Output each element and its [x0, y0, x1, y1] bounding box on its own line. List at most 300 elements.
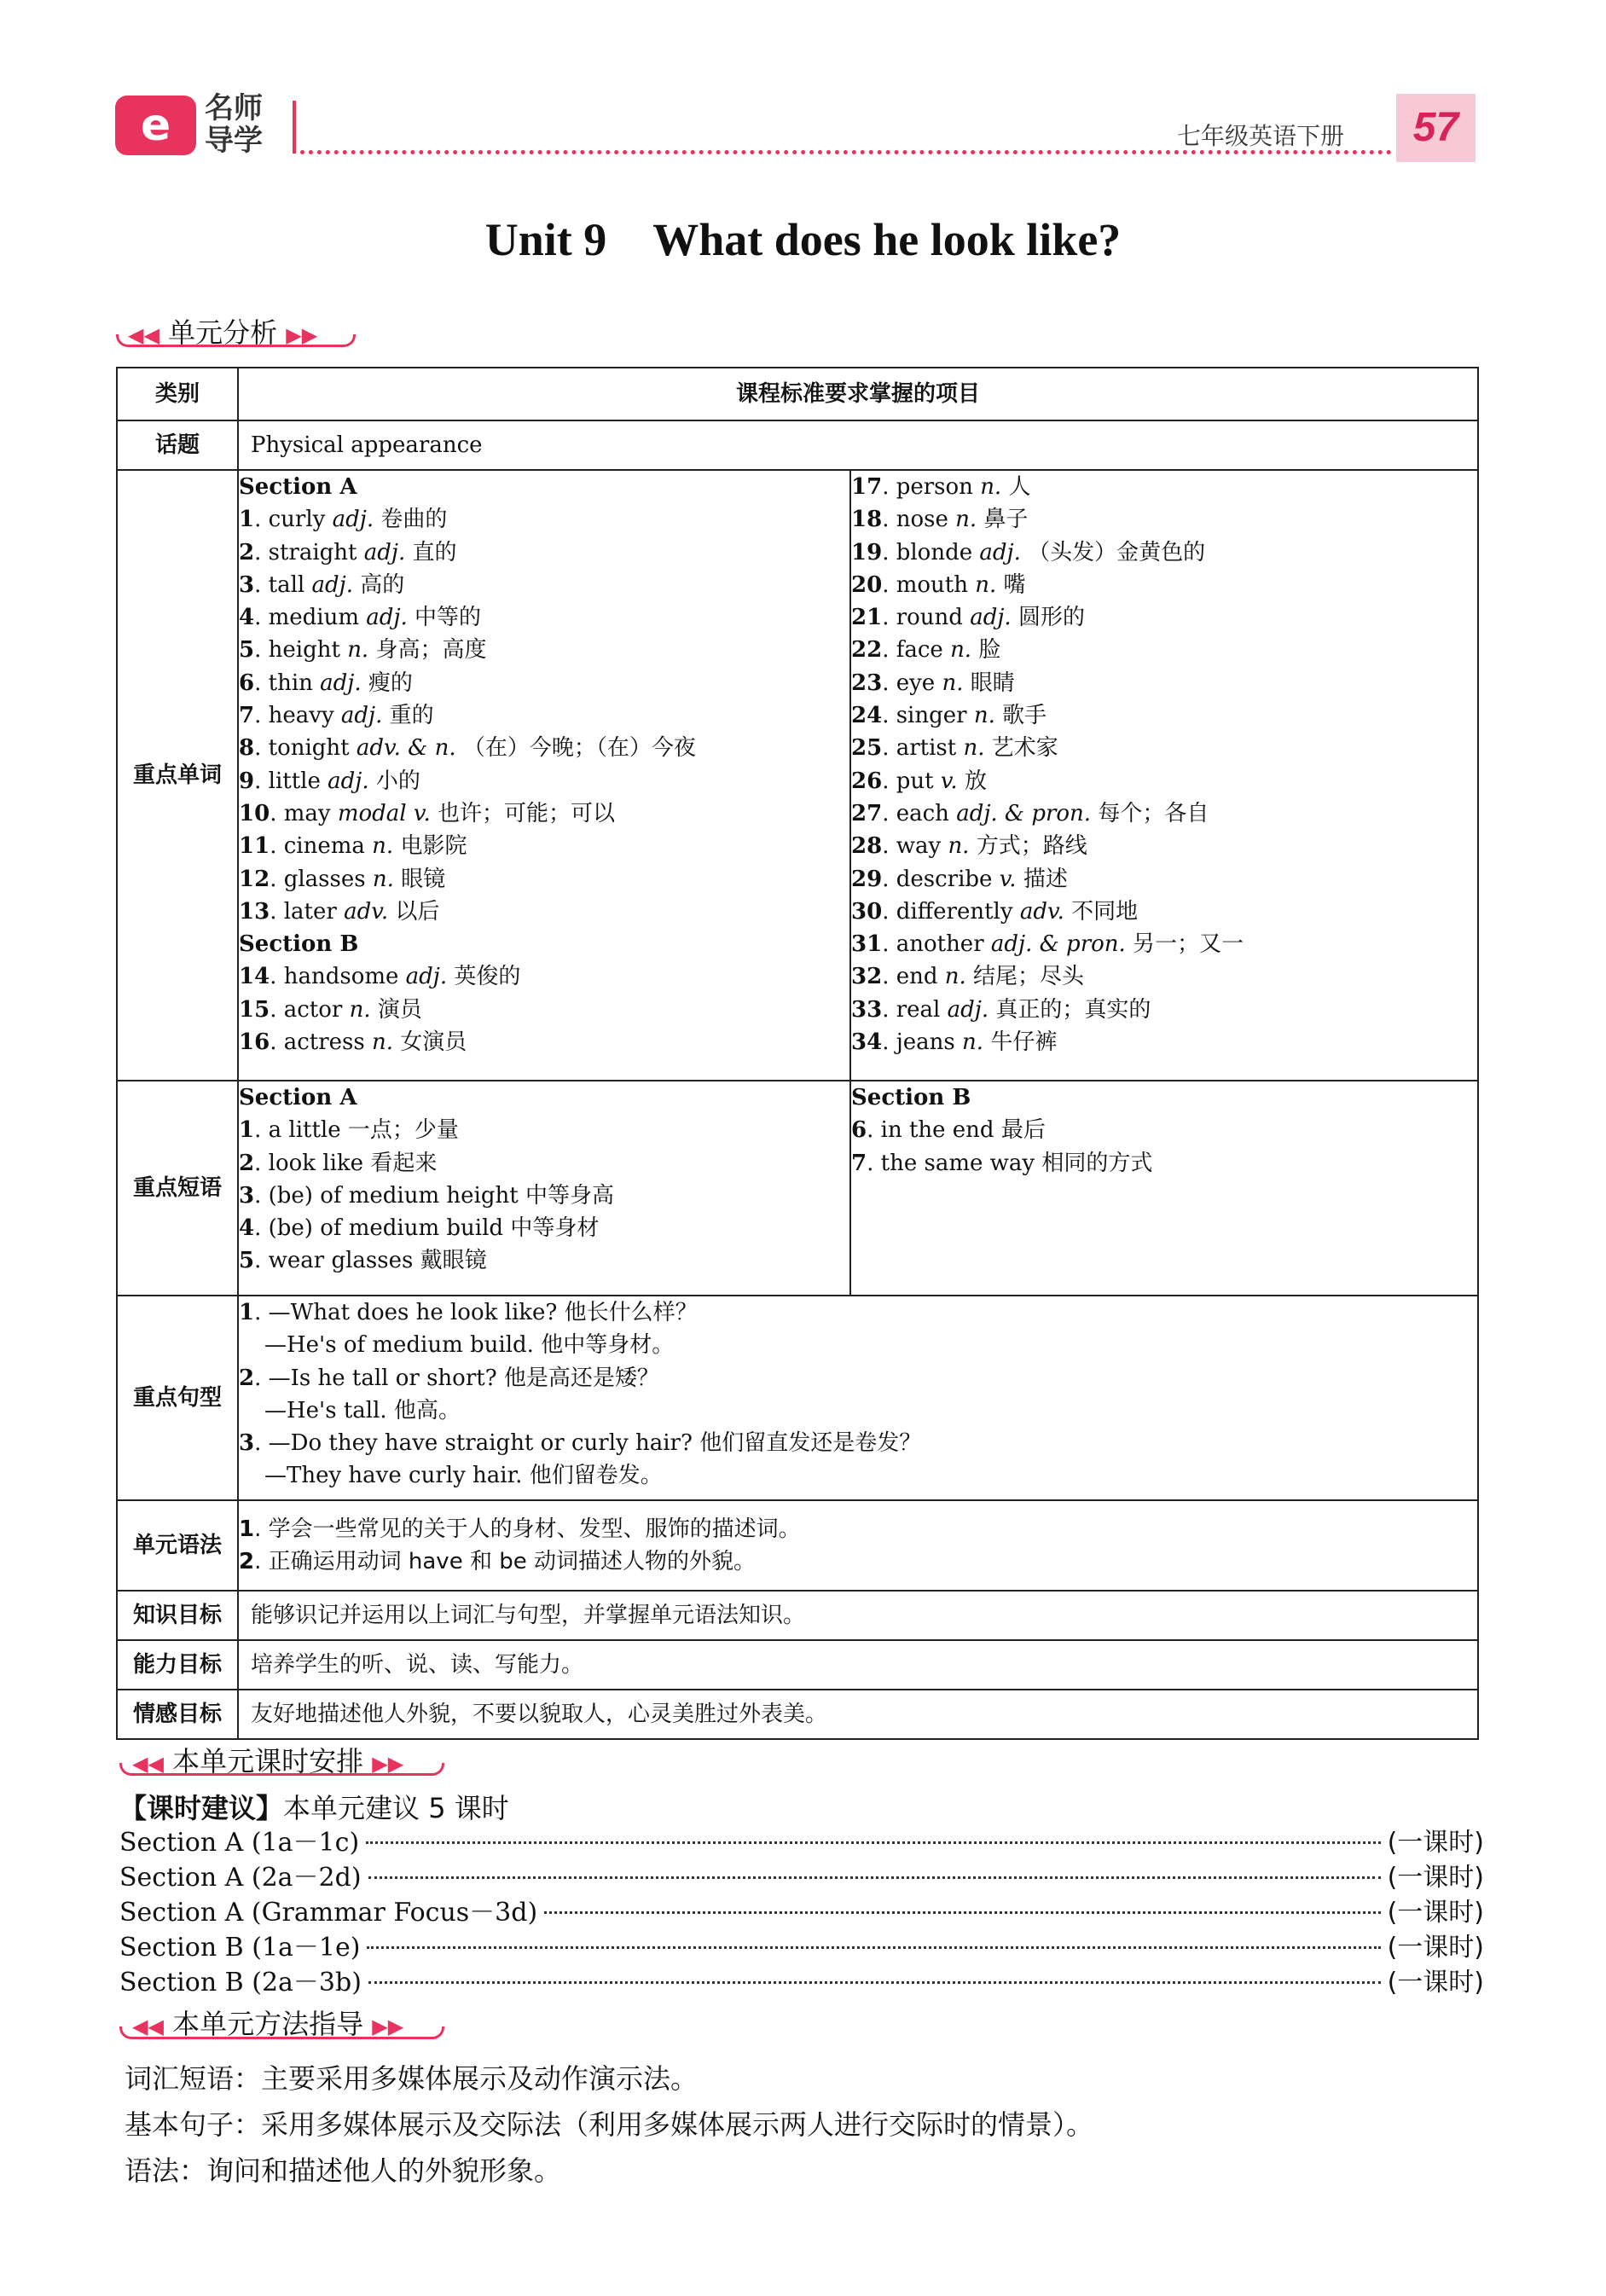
section-underline	[119, 1763, 444, 1776]
item-part-of-speech: adj.	[970, 605, 1012, 631]
item-number: 1	[239, 1117, 255, 1144]
schedule-period: (一课时)	[1387, 1933, 1484, 1963]
item-part-of-speech: n.	[975, 571, 997, 598]
item-chinese: 重的	[389, 703, 434, 729]
table-header-row	[117, 368, 1478, 420]
item-chinese: 另一；又一	[1133, 931, 1244, 958]
item-english: actor	[283, 996, 343, 1023]
list-item: 26. put v. 放	[851, 768, 987, 794]
knowledge-value: 能够识记并运用以上词汇与句型，并掌握单元语法知识。	[238, 1591, 1478, 1640]
item-english: mouth	[896, 571, 968, 598]
sentence-line: 3. —Do they have straight or curly hair? 他们留直发还是卷发？	[239, 1430, 922, 1457]
list-item: 3. (be) of medium height 中等身高	[239, 1182, 614, 1209]
sentence-line	[239, 1329, 1477, 1361]
grammar-cell	[238, 1500, 1478, 1591]
schedule-row	[119, 1965, 1484, 2000]
subheading-text: Section A	[239, 474, 357, 500]
item-number: 2	[239, 539, 255, 565]
list-item: 27. each adj. & pron. 每个；各自	[851, 800, 1209, 826]
item-english: medium	[268, 605, 360, 631]
item-number: 9	[239, 768, 255, 794]
item-english: the same way	[880, 1150, 1035, 1176]
item-part-of-speech: n.	[963, 735, 985, 762]
item-number: 23	[851, 670, 883, 696]
schedule-section: Section A (Grammar Focus－3d)	[119, 1898, 538, 1928]
item-english: tonight	[268, 735, 350, 762]
header-divider	[293, 101, 296, 154]
item-number: 12	[239, 866, 270, 892]
list-item: 29. describe v. 描述	[851, 866, 1068, 892]
table-row-knowledge	[117, 1591, 1478, 1640]
item-part-of-speech: adj. & pron.	[956, 800, 1092, 826]
item-chinese: 放	[964, 768, 987, 794]
item-number: 5	[239, 1248, 255, 1274]
item-number: 29	[851, 866, 883, 892]
item-chinese: 卷曲的	[380, 507, 448, 533]
item-number: 34	[851, 1029, 883, 1056]
method-line: 词汇短语：主要采用多媒体展示及动作演示法。	[125, 2062, 699, 2095]
item-english: another	[896, 931, 984, 958]
method-line: 语法：询问和描述他人的外貌形象。	[125, 2154, 562, 2187]
sentence-chinese: 他是高还是矮？	[503, 1365, 659, 1391]
item-part-of-speech: adv. & n.	[356, 735, 456, 762]
item-english: jeans	[896, 1029, 955, 1056]
item-part-of-speech: adj.	[363, 539, 406, 565]
item-part-of-speech: adj.	[947, 996, 989, 1023]
item-chinese: 也许；可能；可以	[438, 800, 616, 826]
left-arrows-icon: ◀◀	[132, 1752, 164, 1776]
table-row-words	[117, 470, 1478, 1081]
item-number: 4	[239, 1215, 255, 1242]
item-english: blonde	[896, 539, 973, 565]
item-chinese: 方式；路线	[976, 833, 1087, 860]
row-label-phrases: 重点短语	[117, 1081, 238, 1296]
schedule-row	[119, 1930, 1484, 1965]
item-chinese: 最后	[1000, 1117, 1046, 1144]
section-underline	[116, 334, 356, 347]
item-chinese: 歌手	[1002, 703, 1047, 729]
grammar-text: 学会一些常见的关于人的身材、发型、服饰的描述词。	[268, 1516, 801, 1542]
item-english: handsome	[283, 964, 399, 990]
item-chinese: 戴眼镜	[420, 1248, 487, 1274]
item-part-of-speech: n.	[944, 964, 966, 990]
item-english: actress	[283, 1029, 365, 1056]
list-item: 7. the same way 相同的方式	[851, 1150, 1153, 1176]
list-item: 8. tonight adv. & n. （在）今晚；（在）今夜	[239, 735, 696, 762]
item-part-of-speech: adj.	[311, 571, 353, 598]
list-item: 23. eye n. 眼睛	[851, 670, 1015, 696]
item-part-of-speech: n.	[948, 833, 970, 860]
item-part-of-speech: modal v.	[337, 800, 431, 826]
item-chinese: 看起来	[370, 1150, 438, 1176]
brand-logo-icon: e	[140, 100, 171, 151]
list-item: 5. height n. 身高；高度	[239, 637, 487, 664]
item-english: glasses	[283, 866, 366, 892]
item-number: 31	[851, 931, 883, 958]
list-item: 31. another adj. & pron. 另一；又一	[851, 931, 1244, 958]
item-chinese: 演员	[377, 996, 422, 1023]
schedule-section: Section A (1a－1c)	[119, 1828, 360, 1858]
section-title: 单元分析	[168, 316, 278, 349]
sentence-chinese: 他中等身材。	[541, 1332, 675, 1359]
item-part-of-speech: n.	[980, 474, 1002, 500]
item-number: 16	[239, 1029, 270, 1056]
schedule-row	[119, 1825, 1484, 1860]
item-chinese: 电影院	[400, 833, 467, 860]
row-label-knowledge: 知识目标	[117, 1591, 238, 1640]
method-line: 基本句子：采用多媒体展示及交际法（利用多媒体展示两人进行交际时的情景）。	[125, 2108, 1094, 2141]
words-right-column	[850, 470, 1478, 1081]
item-number: 33	[851, 996, 883, 1023]
item-english: each	[896, 800, 949, 826]
item-number: 1	[239, 507, 255, 533]
item-chinese: 英俊的	[454, 964, 521, 990]
item-number: 6	[239, 670, 255, 696]
item-chinese: 中等身高	[525, 1182, 614, 1209]
phrases-left-column	[238, 1081, 850, 1296]
right-arrows-icon: ▶▶	[372, 2015, 404, 2038]
item-number: 19	[851, 539, 883, 565]
item-number: 5	[239, 637, 255, 664]
item-chinese: 每个；各自	[1098, 800, 1209, 826]
list-item: 18. nose n. 鼻子	[851, 507, 1029, 533]
item-english: person	[896, 474, 973, 500]
item-english: artist	[896, 735, 957, 762]
item-part-of-speech: adj.	[320, 670, 362, 696]
sentence-english: —Do they have straight or curly hair?	[268, 1430, 693, 1457]
item-part-of-speech: v.	[999, 866, 1017, 892]
list-item: 1. a little 一点；少量	[239, 1117, 459, 1144]
item-number: 2	[239, 1150, 255, 1176]
item-english: straight	[268, 539, 357, 565]
list-item: 1. curly adj. 卷曲的	[239, 507, 448, 533]
sentence-english: —They have curly hair.	[264, 1463, 523, 1489]
table-row-sentences	[117, 1296, 1478, 1500]
section-underline	[119, 2026, 444, 2039]
row-label-words: 重点单词	[117, 470, 238, 1081]
schedule-period: (一课时)	[1387, 1968, 1484, 1997]
item-english: curly	[268, 507, 326, 533]
item-number: 28	[851, 833, 883, 860]
schedule-list	[119, 1825, 1484, 2000]
item-number: 15	[239, 996, 270, 1023]
schedule-period: (一课时)	[1387, 1863, 1484, 1893]
emotion-value: 友好地描述他人外貌，不要以貌取人，心灵美胜过外表美。	[238, 1690, 1478, 1739]
item-part-of-speech: n.	[347, 637, 369, 664]
item-part-of-speech: adj.	[332, 507, 374, 533]
item-number: 2	[239, 1549, 255, 1574]
grammar-text: 正确运用动词 have 和 be 动词描述人物的外貌。	[268, 1549, 756, 1574]
item-chinese: 眼睛	[970, 670, 1015, 696]
list-item: 2. straight adj. 直的	[239, 539, 457, 565]
item-chinese: （头发）金黄色的	[1028, 539, 1206, 565]
item-part-of-speech: adj.	[366, 605, 408, 631]
list-item: 33. real adj. 真正的；真实的	[851, 996, 1151, 1023]
item-part-of-speech: adj.	[328, 768, 369, 794]
item-english: look like	[268, 1150, 364, 1176]
unit-analysis-table	[116, 367, 1479, 1740]
list-item: 6. thin adj. 瘦的	[239, 670, 413, 696]
list-item: 21. round adj. 圆形的	[851, 605, 1085, 631]
item-part-of-speech: adj. & pron.	[990, 931, 1126, 958]
item-number: 18	[851, 507, 883, 533]
item-english: singer	[896, 703, 967, 729]
row-label-sentences: 重点句型	[117, 1296, 238, 1500]
grammar-line: 2. 正确运用动词 have 和 be 动词描述人物的外貌。	[239, 1549, 756, 1574]
unit-title: Unit 9 What does he look like?	[484, 214, 1122, 265]
words-left-column	[238, 470, 850, 1081]
sentence-line	[239, 1394, 1477, 1427]
item-english: later	[283, 898, 337, 925]
item-chinese: 牛仔裤	[990, 1029, 1058, 1056]
item-number: 14	[239, 964, 270, 990]
sentences-cell	[238, 1296, 1478, 1500]
sentence-english: —He's tall.	[264, 1397, 387, 1423]
item-english: describe	[896, 866, 993, 892]
item-number: 27	[851, 800, 883, 826]
list-item: 15. actor n. 演员	[239, 996, 422, 1023]
section-title: 本单元方法指导	[172, 2008, 364, 2040]
item-english: face	[896, 637, 943, 664]
dotted-leader	[366, 1841, 1380, 1844]
item-english: little	[268, 768, 321, 794]
list-item: 14. handsome adj. 英俊的	[239, 964, 521, 990]
item-english: in the end	[880, 1117, 994, 1144]
item-english: height	[268, 637, 340, 664]
item-number: 3	[239, 1182, 255, 1209]
item-english: way	[896, 833, 942, 860]
list-item: 5. wear glasses 戴眼镜	[239, 1248, 487, 1274]
item-english: heavy	[268, 703, 334, 729]
page-number: 57	[1396, 94, 1476, 162]
item-chinese: 中等的	[415, 605, 482, 631]
suggestion-label: 【课时建议】	[119, 1792, 284, 1824]
item-number: 7	[851, 1150, 867, 1176]
row-label-ability: 能力目标	[117, 1640, 238, 1690]
sentence-chinese: 他长什么样？	[564, 1300, 698, 1325]
right-arrows-icon: ▶▶	[286, 323, 318, 347]
item-part-of-speech: n.	[349, 996, 371, 1023]
item-english: wear glasses	[268, 1248, 414, 1274]
list-item: 9. little adj. 小的	[239, 768, 420, 794]
item-chinese: 一点；少量	[347, 1117, 459, 1144]
item-part-of-speech: n.	[372, 866, 394, 892]
list-item: 17. person n. 人	[851, 474, 1031, 500]
subheading-text: Section B	[239, 931, 359, 958]
item-part-of-speech: n.	[372, 1029, 394, 1056]
schedule-section: Section B (1a－1e)	[119, 1933, 361, 1963]
list-item: 24. singer n. 歌手	[851, 703, 1047, 729]
item-chinese: 身高；高度	[375, 637, 487, 664]
table-row-phrases	[117, 1081, 1478, 1296]
item-english: eye	[896, 670, 936, 696]
sentence-chinese: 他们留直发还是卷发？	[699, 1430, 922, 1457]
list-item: 30. differently adv. 不同地	[851, 898, 1139, 925]
ability-value: 培养学生的听、说、读、写能力。	[238, 1640, 1478, 1690]
item-part-of-speech: adj.	[340, 703, 383, 729]
list-item: 25. artist n. 艺术家	[851, 735, 1058, 762]
item-chinese: 鼻子	[983, 507, 1029, 533]
table-row-grammar	[117, 1500, 1478, 1591]
list-item: 12. glasses n. 眼镜	[239, 866, 446, 892]
sentence-line: 1. —What does he look like? 他长什么样？	[239, 1300, 698, 1325]
item-part-of-speech: adj.	[979, 539, 1021, 565]
item-english: thin	[268, 670, 313, 696]
item-chinese: 相同的方式	[1041, 1150, 1153, 1176]
item-chinese: 描述	[1023, 866, 1068, 892]
dotted-leader	[368, 1876, 1381, 1879]
list-item: 34. jeans n. 牛仔裤	[851, 1029, 1058, 1056]
list-item: 22. face n. 脸	[851, 637, 1001, 664]
sentence-chinese: 他们留卷发。	[529, 1463, 663, 1489]
list-item: 19. blonde adj. （头发）金黄色的	[851, 539, 1206, 565]
schedule-period: (一课时)	[1387, 1898, 1484, 1928]
phrases-right-column	[850, 1081, 1478, 1296]
item-chinese: 不同地	[1071, 898, 1139, 925]
item-part-of-speech: n.	[955, 507, 977, 533]
item-english: cinema	[283, 833, 365, 860]
method-list	[125, 2055, 1489, 2194]
brand-name: 名师导学	[205, 91, 263, 158]
table-row-topic	[117, 420, 1478, 470]
item-number: 21	[851, 605, 883, 631]
item-part-of-speech: adj.	[405, 964, 448, 990]
item-english: tall	[268, 571, 305, 598]
list-item: 20. mouth n. 嘴	[851, 571, 1026, 598]
item-english: nose	[896, 507, 948, 533]
item-chinese: 脸	[978, 637, 1001, 664]
list-item: 10. may modal v. 也许；可能；可以	[239, 800, 616, 826]
row-label-topic: 话题	[117, 420, 238, 470]
item-chinese: 艺术家	[991, 735, 1058, 762]
item-english: end	[896, 964, 938, 990]
grammar-line: 1. 学会一些常见的关于人的身材、发型、服饰的描述词。	[239, 1516, 801, 1542]
list-item: 32. end n. 结尾；尽头	[851, 964, 1085, 990]
list-item: 7. heavy adj. 重的	[239, 703, 434, 729]
item-number: 7	[239, 703, 255, 729]
row-label-emotion: 情感目标	[117, 1690, 238, 1739]
item-number: 22	[851, 637, 883, 664]
dotted-leader	[367, 1946, 1380, 1949]
item-number: 26	[851, 768, 883, 794]
item-chinese: 以后	[395, 898, 440, 925]
list-item: 3. tall adj. 高的	[239, 571, 405, 598]
item-number: 11	[239, 833, 270, 860]
item-number: 24	[851, 703, 883, 729]
subheading-text: Section B	[851, 1085, 971, 1110]
item-english: a little	[268, 1117, 341, 1144]
right-arrows-icon: ▶▶	[372, 1752, 404, 1776]
item-part-of-speech: n.	[962, 1029, 984, 1056]
item-english: differently	[896, 898, 1013, 925]
item-english: (be) of medium height	[268, 1182, 519, 1209]
item-part-of-speech: n.	[950, 637, 972, 664]
item-part-of-speech: adv.	[344, 898, 389, 925]
schedule-section: Section A (2a－2d)	[119, 1863, 362, 1893]
item-chinese: 中等身材	[510, 1215, 600, 1242]
dotted-leader	[544, 1911, 1380, 1914]
col-header-category: 类别	[117, 368, 238, 420]
item-part-of-speech: v.	[940, 768, 958, 794]
left-arrows-icon: ◀◀	[132, 2015, 164, 2038]
item-number: 17	[851, 474, 883, 500]
subheading-text: Section A	[239, 1085, 357, 1110]
sentence-english: —What does he look like?	[268, 1300, 558, 1325]
topic-value: Physical appearance	[238, 420, 1478, 470]
schedule-section: Section B (2a－3b)	[119, 1968, 362, 1997]
item-number: 2	[239, 1365, 255, 1391]
list-item: 4. (be) of medium build 中等身材	[239, 1215, 600, 1242]
item-number: 6	[851, 1117, 867, 1144]
sentence-line	[239, 1459, 1477, 1492]
item-number: 32	[851, 964, 883, 990]
section-subheading	[239, 928, 849, 960]
schedule-row	[119, 1895, 1484, 1930]
list-item: 2. look like 看起来	[239, 1150, 438, 1176]
section-subheading	[851, 1081, 1477, 1114]
item-chinese: 瘦的	[368, 670, 413, 696]
item-number: 4	[239, 605, 255, 631]
item-english: put	[896, 768, 934, 794]
list-item: 16. actress n. 女演员	[239, 1029, 467, 1056]
schedule-period: (一课时)	[1387, 1828, 1484, 1858]
item-english: (be) of medium build	[268, 1215, 504, 1242]
list-item: 13. later adv. 以后	[239, 898, 440, 925]
left-arrows-icon: ◀◀	[128, 323, 159, 347]
schedule-row	[119, 1860, 1484, 1895]
sentence-chinese: 他高。	[393, 1397, 461, 1423]
item-number: 25	[851, 735, 883, 762]
item-number: 20	[851, 571, 883, 598]
item-chinese: 圆形的	[1018, 605, 1085, 631]
list-item: 11. cinema n. 电影院	[239, 833, 467, 860]
sentence-english: —Is he tall or short?	[268, 1365, 497, 1391]
item-part-of-speech: n.	[372, 833, 394, 860]
item-number: 3	[239, 1430, 255, 1457]
section-subheading	[239, 1081, 849, 1114]
item-part-of-speech: n.	[973, 703, 995, 729]
item-number: 1	[239, 1300, 255, 1325]
suggestion-text: 本单元建议 5 课时	[283, 1792, 509, 1824]
item-number: 10	[239, 800, 270, 826]
table-row-ability	[117, 1640, 1478, 1690]
item-chinese: 眼镜	[401, 866, 446, 892]
list-item: 4. medium adj. 中等的	[239, 605, 482, 631]
item-chinese: 女演员	[400, 1029, 467, 1056]
item-chinese: 小的	[375, 768, 420, 794]
item-number: 13	[239, 898, 270, 925]
sentence-english: —He's of medium build.	[264, 1332, 534, 1359]
dotted-leader	[368, 1981, 1381, 1984]
item-chinese: 嘴	[1003, 571, 1026, 598]
item-chinese: 人	[1008, 474, 1031, 500]
item-part-of-speech: adv.	[1019, 898, 1064, 925]
item-chinese: （在）今晚；（在）今夜	[462, 735, 696, 762]
schedule-suggestion	[119, 1787, 509, 1826]
item-chinese: 高的	[360, 571, 405, 598]
section-title: 本单元课时安排	[172, 1745, 364, 1777]
item-part-of-speech: n.	[942, 670, 964, 696]
item-chinese: 直的	[412, 539, 457, 565]
section-subheading	[239, 471, 849, 503]
list-item: 28. way n. 方式；路线	[851, 833, 1087, 860]
item-chinese: 真正的；真实的	[995, 996, 1151, 1023]
row-label-grammar: 单元语法	[117, 1500, 238, 1591]
col-header-items: 课程标准要求掌握的项目	[238, 368, 1478, 420]
item-number: 30	[851, 898, 883, 925]
grade-label: 七年级英语下册	[1177, 122, 1345, 150]
item-chinese: 结尾；尽头	[973, 964, 1085, 990]
